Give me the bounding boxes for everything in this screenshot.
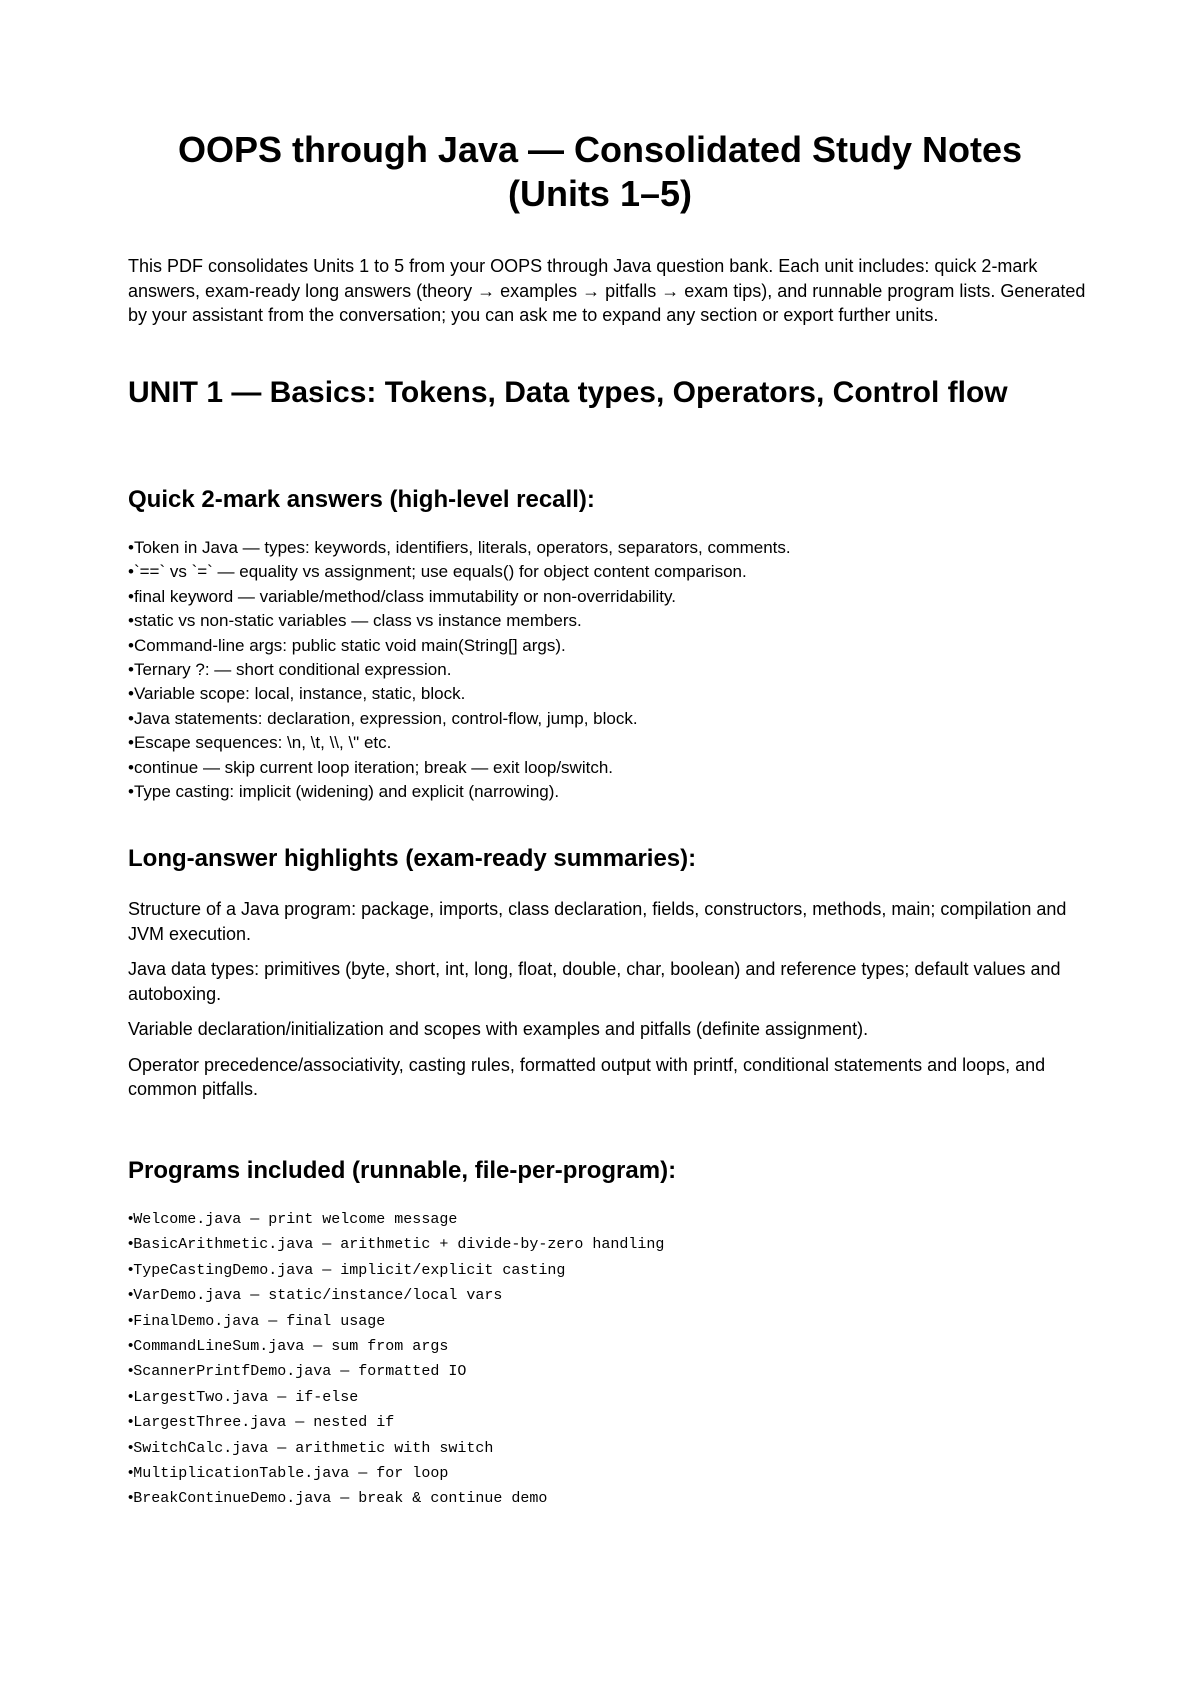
intro-paragraph: This PDF consolidates Units 1 to 5 from your OOPS through Java question bank. Each unit includes: quick 2-mark answers, exam-ready long answers (theory → examples → pitfalls → exam tips), and runnable program lists. Generated by your assistant from the conversation; you can ask me to expand any section or export further units. bbox=[128, 256, 1086, 325]
programs-list bbox=[128, 1207, 1088, 1512]
long-answers-block bbox=[128, 897, 1088, 1113]
list-item: • Command-line args: public static void main(String[] args). bbox=[128, 634, 1088, 658]
long-answer-paragraph: Java data types: primitives (byte, short, int, long, float, double, char, boolean) and reference types; default values and autoboxing. bbox=[128, 959, 1061, 1004]
program-item: • MultiplicationTable.java — for loop bbox=[128, 1461, 1088, 1486]
list-item: • continue — skip current loop iteration; break — exit loop/switch. bbox=[128, 756, 1088, 780]
program-item: • LargestThree.java — nested if bbox=[128, 1410, 1088, 1435]
long-answer-paragraph: Variable declaration/initialization and scopes with examples and pitfalls (definite assignment). bbox=[128, 1019, 869, 1039]
list-item: • static vs non-static variables — class vs instance members. bbox=[128, 609, 1088, 633]
quick-answers-heading: Quick 2-mark answers (high-level recall): bbox=[128, 486, 595, 513]
list-item: • Variable scope: local, instance, static, block. bbox=[128, 682, 1088, 706]
program-item: • VarDemo.java — static/instance/local vars bbox=[128, 1283, 1088, 1308]
program-item: • LargestTwo.java — if-else bbox=[128, 1385, 1088, 1410]
program-item: • TypeCastingDemo.java — implicit/explicit casting bbox=[128, 1258, 1088, 1283]
program-item: • BreakContinueDemo.java — break & continue demo bbox=[128, 1486, 1088, 1511]
document-title bbox=[0, 128, 1200, 216]
program-item: • FinalDemo.java — final usage bbox=[128, 1309, 1088, 1334]
program-item: • Welcome.java — print welcome message bbox=[128, 1207, 1088, 1232]
long-answer-paragraph: Structure of a Java program: package, imports, class declaration, fields, constructors, methods, main; compilation and JVM execution. bbox=[128, 899, 1067, 944]
list-item: • `==` vs `=` — equality vs assignment; use equals() for object content comparison. bbox=[128, 560, 1088, 584]
list-item: • Escape sequences: \n, \t, \\, \" etc. bbox=[128, 731, 1088, 755]
list-item: • final keyword — variable/method/class immutability or non-overridability. bbox=[128, 585, 1088, 609]
document-title-line-1: OOPS through Java — Consolidated Study Notes bbox=[177, 129, 1023, 170]
list-item: • Token in Java — types: keywords, identifiers, literals, operators, separators, comments. bbox=[128, 536, 1088, 560]
long-answers-heading: Long-answer highlights (exam-ready summaries): bbox=[128, 845, 697, 872]
quick-answers-list bbox=[128, 536, 1088, 804]
program-item: • BasicArithmetic.java — arithmetic + divide-by-zero handling bbox=[128, 1232, 1088, 1257]
programs-heading: Programs included (runnable, file-per-program): bbox=[128, 1157, 677, 1184]
list-item: • Java statements: declaration, expression, control-flow, jump, block. bbox=[128, 707, 1088, 731]
list-item: • Type casting: implicit (widening) and explicit (narrowing). bbox=[128, 780, 1088, 804]
unit-1-heading: UNIT 1 — Basics: Tokens, Data types, Operators, Control flow bbox=[128, 376, 1008, 409]
long-answer-paragraph: Operator precedence/associativity, casting rules, formatted output with printf, conditional statements and loops, and common pitfalls. bbox=[128, 1054, 1046, 1099]
list-item: • Ternary ?: — short conditional expression. bbox=[128, 658, 1088, 682]
document-title-line-2: (Units 1–5) bbox=[507, 173, 693, 214]
program-item: • SwitchCalc.java — arithmetic with switch bbox=[128, 1436, 1088, 1461]
program-item: • CommandLineSum.java — sum from args bbox=[128, 1334, 1088, 1359]
program-item: • ScannerPrintfDemo.java — formatted IO bbox=[128, 1359, 1088, 1384]
